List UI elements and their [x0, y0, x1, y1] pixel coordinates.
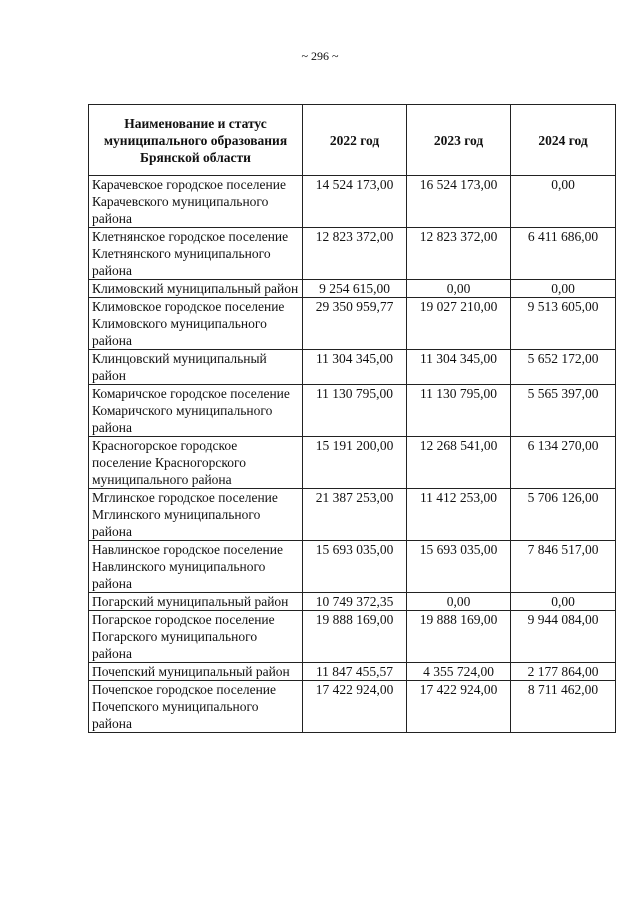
row-2022: 17 422 924,00: [303, 681, 407, 733]
table-row: [89, 681, 616, 733]
row-2022: 14 524 173,00: [303, 176, 407, 228]
row-2024: 9 513 605,00: [511, 298, 616, 350]
row-2024: 0,00: [511, 280, 616, 298]
row-2022: 11 847 455,57: [303, 663, 407, 681]
table-row: [89, 280, 616, 298]
row-2024: 2 177 864,00: [511, 663, 616, 681]
row-name: Почепский муниципальный район: [89, 663, 303, 681]
header-2022: 2022 год: [303, 105, 407, 176]
row-2022: 21 387 253,00: [303, 489, 407, 541]
row-2023: 0,00: [407, 280, 511, 298]
row-name: Красногорское городское поселение Красногорского муниципального района: [89, 437, 303, 489]
row-name: Климовский муниципальный район: [89, 280, 303, 298]
row-2022: 15 693 035,00: [303, 541, 407, 593]
row-2023: 15 693 035,00: [407, 541, 511, 593]
row-2022: 19 888 169,00: [303, 611, 407, 663]
table-row: [89, 298, 616, 350]
row-name: Клинцовский муниципальный район: [89, 350, 303, 385]
row-name: Мглинское городское поселение Мглинского муниципального района: [89, 489, 303, 541]
row-2023: 12 823 372,00: [407, 228, 511, 280]
row-2024: 0,00: [511, 593, 616, 611]
row-2022: 10 749 372,35: [303, 593, 407, 611]
table-row: [89, 489, 616, 541]
row-2023: 11 304 345,00: [407, 350, 511, 385]
row-2024: 5 706 126,00: [511, 489, 616, 541]
table-row: [89, 385, 616, 437]
row-2024: 8 711 462,00: [511, 681, 616, 733]
row-2023: 0,00: [407, 593, 511, 611]
row-name: Карачевское городское поселение Карачевского муниципального района: [89, 176, 303, 228]
row-name: Погарский муниципальный район: [89, 593, 303, 611]
row-2024: 6 134 270,00: [511, 437, 616, 489]
row-2024: 5 565 397,00: [511, 385, 616, 437]
table-row: [89, 350, 616, 385]
row-2023: 16 524 173,00: [407, 176, 511, 228]
header-row: [89, 105, 616, 176]
row-name: Комаричское городское поселение Комаричского муниципального района: [89, 385, 303, 437]
table-header: [89, 105, 616, 176]
page-number: ~ 296 ~: [301, 49, 339, 63]
row-2024: 7 846 517,00: [511, 541, 616, 593]
row-2023: 4 355 724,00: [407, 663, 511, 681]
row-2023: 12 268 541,00: [407, 437, 511, 489]
row-name: Навлинское городское поселение Навлинского муниципального района: [89, 541, 303, 593]
row-name: Погарское городское поселение Погарского муниципального района: [89, 611, 303, 663]
table-row: [89, 593, 616, 611]
row-2023: 17 422 924,00: [407, 681, 511, 733]
row-name: Почепское городское поселение Почепского муниципального района: [89, 681, 303, 733]
row-2023: 19 027 210,00: [407, 298, 511, 350]
row-2023: 19 888 169,00: [407, 611, 511, 663]
table-row: [89, 176, 616, 228]
header-name: Наименование и статус муниципального образования Брянской области: [89, 105, 303, 176]
row-name: Клетнянское городское поселение Клетнянского муниципального района: [89, 228, 303, 280]
row-2024: 9 944 084,00: [511, 611, 616, 663]
row-2022: 11 304 345,00: [303, 350, 407, 385]
row-2024: 5 652 172,00: [511, 350, 616, 385]
row-2022: 29 350 959,77: [303, 298, 407, 350]
row-name: Климовское городское поселение Климовского муниципального района: [89, 298, 303, 350]
table-row: [89, 541, 616, 593]
header-2023: 2023 год: [407, 105, 511, 176]
row-2022: 9 254 615,00: [303, 280, 407, 298]
row-2022: 11 130 795,00: [303, 385, 407, 437]
table-row: [89, 228, 616, 280]
row-2023: 11 412 253,00: [407, 489, 511, 541]
table-row: [89, 663, 616, 681]
row-2023: 11 130 795,00: [407, 385, 511, 437]
table-row: [89, 437, 616, 489]
budget-table: [88, 104, 616, 733]
row-2024: 0,00: [511, 176, 616, 228]
header-2024: 2024 год: [511, 105, 616, 176]
table-body: [89, 176, 616, 733]
row-2024: 6 411 686,00: [511, 228, 616, 280]
row-2022: 15 191 200,00: [303, 437, 407, 489]
table-row: [89, 611, 616, 663]
row-2022: 12 823 372,00: [303, 228, 407, 280]
